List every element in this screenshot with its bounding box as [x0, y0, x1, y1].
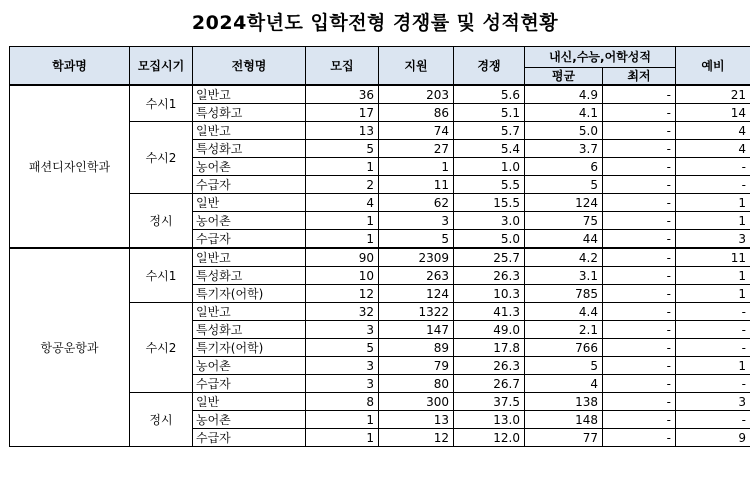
quota-cell: 1: [306, 158, 379, 176]
dept-name-cell: 항공운항과: [10, 248, 130, 447]
quota-cell: 8: [306, 393, 379, 411]
header-waitlist: 예비: [676, 47, 750, 86]
min-cell: -: [603, 122, 676, 140]
waitlist-cell: 4: [676, 122, 750, 140]
ratio-cell: 5.0: [454, 230, 525, 249]
ratio-cell: 5.1: [454, 104, 525, 122]
min-cell: -: [603, 285, 676, 303]
ratio-cell: 17.8: [454, 339, 525, 357]
avg-cell: 4.9: [525, 85, 603, 104]
ratio-cell: 10.3: [454, 285, 525, 303]
type-cell: 특성화고: [193, 140, 306, 158]
ratio-cell: 41.3: [454, 303, 525, 321]
table-row: [10, 85, 750, 104]
avg-cell: 5: [525, 357, 603, 375]
header-avg: 평균: [525, 68, 603, 86]
ratio-cell: 5.6: [454, 85, 525, 104]
min-cell: -: [603, 176, 676, 194]
waitlist-cell: 11: [676, 248, 750, 267]
waitlist-cell: 14: [676, 104, 750, 122]
type-cell: 수급자: [193, 230, 306, 249]
avg-cell: 4.4: [525, 303, 603, 321]
type-cell: 일반고: [193, 248, 306, 267]
ratio-cell: 37.5: [454, 393, 525, 411]
session-cell: 정시: [130, 194, 193, 249]
waitlist-cell: -: [676, 375, 750, 393]
min-cell: -: [603, 158, 676, 176]
applicants-cell: 13: [379, 411, 454, 429]
min-cell: -: [603, 357, 676, 375]
session-cell: 수시1: [130, 85, 193, 122]
quota-cell: 5: [306, 140, 379, 158]
applicants-cell: 203: [379, 85, 454, 104]
type-cell: 농어촌: [193, 158, 306, 176]
applicants-cell: 124: [379, 285, 454, 303]
quota-cell: 17: [306, 104, 379, 122]
ratio-cell: 1.0: [454, 158, 525, 176]
header-session: 모집시기: [130, 47, 193, 86]
applicants-cell: 300: [379, 393, 454, 411]
ratio-cell: 15.5: [454, 194, 525, 212]
avg-cell: 4.1: [525, 104, 603, 122]
applicants-cell: 3: [379, 212, 454, 230]
quota-cell: 3: [306, 357, 379, 375]
quota-cell: 2: [306, 176, 379, 194]
avg-cell: 138: [525, 393, 603, 411]
waitlist-cell: 1: [676, 285, 750, 303]
quota-cell: 5: [306, 339, 379, 357]
avg-cell: 766: [525, 339, 603, 357]
quota-cell: 1: [306, 411, 379, 429]
applicants-cell: 2309: [379, 248, 454, 267]
ratio-cell: 5.7: [454, 122, 525, 140]
type-cell: 일반: [193, 194, 306, 212]
avg-cell: 75: [525, 212, 603, 230]
waitlist-cell: -: [676, 321, 750, 339]
waitlist-cell: -: [676, 303, 750, 321]
quota-cell: 1: [306, 212, 379, 230]
admission-table: [9, 46, 750, 447]
ratio-cell: 3.0: [454, 212, 525, 230]
min-cell: -: [603, 321, 676, 339]
type-cell: 특성화고: [193, 321, 306, 339]
type-cell: 일반고: [193, 85, 306, 104]
ratio-cell: 5.4: [454, 140, 525, 158]
avg-cell: 6: [525, 158, 603, 176]
min-cell: -: [603, 267, 676, 285]
ratio-cell: 25.7: [454, 248, 525, 267]
avg-cell: 44: [525, 230, 603, 249]
header-min: 최저: [603, 68, 676, 86]
min-cell: -: [603, 339, 676, 357]
applicants-cell: 62: [379, 194, 454, 212]
type-cell: 농어촌: [193, 212, 306, 230]
waitlist-cell: 9: [676, 429, 750, 447]
avg-cell: 77: [525, 429, 603, 447]
min-cell: -: [603, 194, 676, 212]
avg-cell: 3.7: [525, 140, 603, 158]
header-dept: 학과명: [10, 47, 130, 86]
min-cell: -: [603, 429, 676, 447]
waitlist-cell: -: [676, 411, 750, 429]
min-cell: -: [603, 303, 676, 321]
ratio-cell: 12.0: [454, 429, 525, 447]
waitlist-cell: -: [676, 339, 750, 357]
min-cell: -: [603, 104, 676, 122]
ratio-cell: 49.0: [454, 321, 525, 339]
waitlist-cell: 21: [676, 85, 750, 104]
waitlist-cell: 1: [676, 357, 750, 375]
quota-cell: 1: [306, 230, 379, 249]
applicants-cell: 147: [379, 321, 454, 339]
waitlist-cell: 1: [676, 267, 750, 285]
type-cell: 특기자(어학): [193, 339, 306, 357]
type-cell: 일반고: [193, 303, 306, 321]
quota-cell: 3: [306, 375, 379, 393]
avg-cell: 2.1: [525, 321, 603, 339]
table-body: [10, 85, 750, 447]
avg-cell: 124: [525, 194, 603, 212]
type-cell: 일반: [193, 393, 306, 411]
quota-cell: 12: [306, 285, 379, 303]
type-cell: 농어촌: [193, 357, 306, 375]
avg-cell: 148: [525, 411, 603, 429]
table-header: [10, 47, 750, 86]
header-grade-group: 내신,수능,어학성적: [525, 47, 676, 68]
quota-cell: 36: [306, 85, 379, 104]
type-cell: 수급자: [193, 429, 306, 447]
quota-cell: 3: [306, 321, 379, 339]
waitlist-cell: -: [676, 176, 750, 194]
waitlist-cell: -: [676, 158, 750, 176]
header-ratio: 경쟁: [454, 47, 525, 86]
type-cell: 특기자(어학): [193, 285, 306, 303]
applicants-cell: 86: [379, 104, 454, 122]
page-title: 2024학년도 입학전형 경쟁률 및 성적현황: [191, 12, 559, 34]
applicants-cell: 27: [379, 140, 454, 158]
header-applicants: 지원: [379, 47, 454, 86]
min-cell: -: [603, 393, 676, 411]
applicants-cell: 79: [379, 357, 454, 375]
applicants-cell: 80: [379, 375, 454, 393]
quota-cell: 10: [306, 267, 379, 285]
applicants-cell: 89: [379, 339, 454, 357]
min-cell: -: [603, 411, 676, 429]
applicants-cell: 74: [379, 122, 454, 140]
quota-cell: 13: [306, 122, 379, 140]
table-row: [10, 248, 750, 267]
header-type: 전형명: [193, 47, 306, 86]
type-cell: 농어촌: [193, 411, 306, 429]
ratio-cell: 13.0: [454, 411, 525, 429]
applicants-cell: 1: [379, 158, 454, 176]
ratio-cell: 5.5: [454, 176, 525, 194]
quota-cell: 1: [306, 429, 379, 447]
waitlist-cell: 1: [676, 194, 750, 212]
session-cell: 수시1: [130, 248, 193, 303]
applicants-cell: 263: [379, 267, 454, 285]
avg-cell: 5: [525, 176, 603, 194]
type-cell: 특성화고: [193, 104, 306, 122]
min-cell: -: [603, 248, 676, 267]
quota-cell: 4: [306, 194, 379, 212]
waitlist-cell: 4: [676, 140, 750, 158]
applicants-cell: 11: [379, 176, 454, 194]
avg-cell: 3.1: [525, 267, 603, 285]
min-cell: -: [603, 85, 676, 104]
applicants-cell: 1322: [379, 303, 454, 321]
type-cell: 수급자: [193, 176, 306, 194]
session-cell: 수시2: [130, 303, 193, 393]
applicants-cell: 5: [379, 230, 454, 249]
waitlist-cell: 1: [676, 212, 750, 230]
ratio-cell: 26.3: [454, 357, 525, 375]
ratio-cell: 26.7: [454, 375, 525, 393]
type-cell: 특성화고: [193, 267, 306, 285]
quota-cell: 90: [306, 248, 379, 267]
session-cell: 정시: [130, 393, 193, 447]
dept-name-cell: 패션디자인학과: [10, 85, 130, 248]
session-cell: 수시2: [130, 122, 193, 194]
min-cell: -: [603, 140, 676, 158]
min-cell: -: [603, 212, 676, 230]
header-quota: 모집: [306, 47, 379, 86]
applicants-cell: 12: [379, 429, 454, 447]
type-cell: 일반고: [193, 122, 306, 140]
avg-cell: 5.0: [525, 122, 603, 140]
quota-cell: 32: [306, 303, 379, 321]
min-cell: -: [603, 230, 676, 249]
waitlist-cell: 3: [676, 393, 750, 411]
avg-cell: 785: [525, 285, 603, 303]
avg-cell: 4: [525, 375, 603, 393]
avg-cell: 4.2: [525, 248, 603, 267]
type-cell: 수급자: [193, 375, 306, 393]
waitlist-cell: 3: [676, 230, 750, 249]
ratio-cell: 26.3: [454, 267, 525, 285]
min-cell: -: [603, 375, 676, 393]
